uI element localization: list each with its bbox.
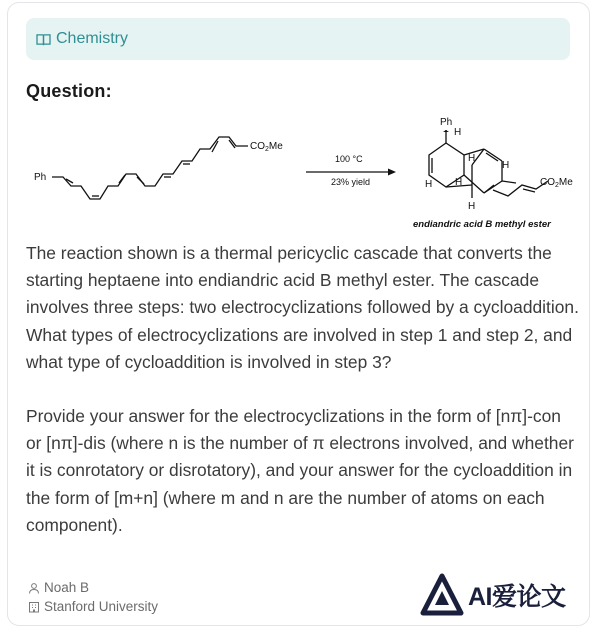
product-name: endiandric acid B methyl ester [413, 219, 551, 230]
condition-temp: 100 °C [335, 154, 363, 164]
watermark-text: AI爱论文 [468, 583, 566, 611]
arrow-head [388, 169, 396, 176]
institution-name: Stanford University [44, 599, 159, 614]
product-h-label-3: H [502, 160, 510, 171]
start-ester-label: $CO_2Me$ [250, 141, 283, 153]
product-h-label-2: H [468, 153, 476, 164]
author-line [28, 580, 89, 595]
question-heading: Question: [26, 81, 112, 101]
starting-heptaene [52, 137, 248, 199]
question-card [7, 2, 590, 626]
product-h-label-1: H [454, 127, 462, 138]
watermark-logo-icon [420, 573, 464, 617]
condition-yield: 23% yield [331, 177, 371, 187]
book-icon [36, 33, 51, 46]
question-paragraph-2: Provide your answer for the electrocyclizations in the form of [nπ]-con or [nπ]-dis (where n is the number of π electrons involved, and whether it is conrotatory or disrotatory), and your answer for the cycloaddition in the form of [m+n] (where m and n are the number of atoms on each component). [26, 406, 574, 535]
building-icon [28, 601, 40, 613]
product-h-label-4: H [425, 179, 433, 190]
subject-chip[interactable] [26, 18, 570, 60]
subject-label: Chemistry [56, 30, 129, 47]
product-ph-label: Ph [440, 117, 453, 128]
start-ph-label: Ph [34, 172, 47, 183]
user-icon [28, 582, 40, 594]
watermark [420, 573, 566, 617]
question-body [26, 240, 581, 539]
wedge-bond [443, 130, 449, 132]
question-paragraph-1: The reaction shown is a thermal pericyclic cascade that converts the starting heptaene into endiandric acid B methyl ester. The cascade involves three steps: two electrocyclizations followed by a cycloaddition. What types of electrocyclizations are involved in step 1 and step 2, and what type of cycloaddition is involved in step 3? [26, 243, 579, 372]
institution-line [28, 599, 158, 614]
author-name: Noah B [44, 580, 90, 595]
product-h-label-5: H [455, 177, 463, 188]
reaction-scheme [26, 113, 576, 238]
product-h-label-6: H [468, 201, 476, 212]
product-ester-label: $CO_2Me$ [540, 177, 573, 189]
product-structure [429, 130, 548, 198]
